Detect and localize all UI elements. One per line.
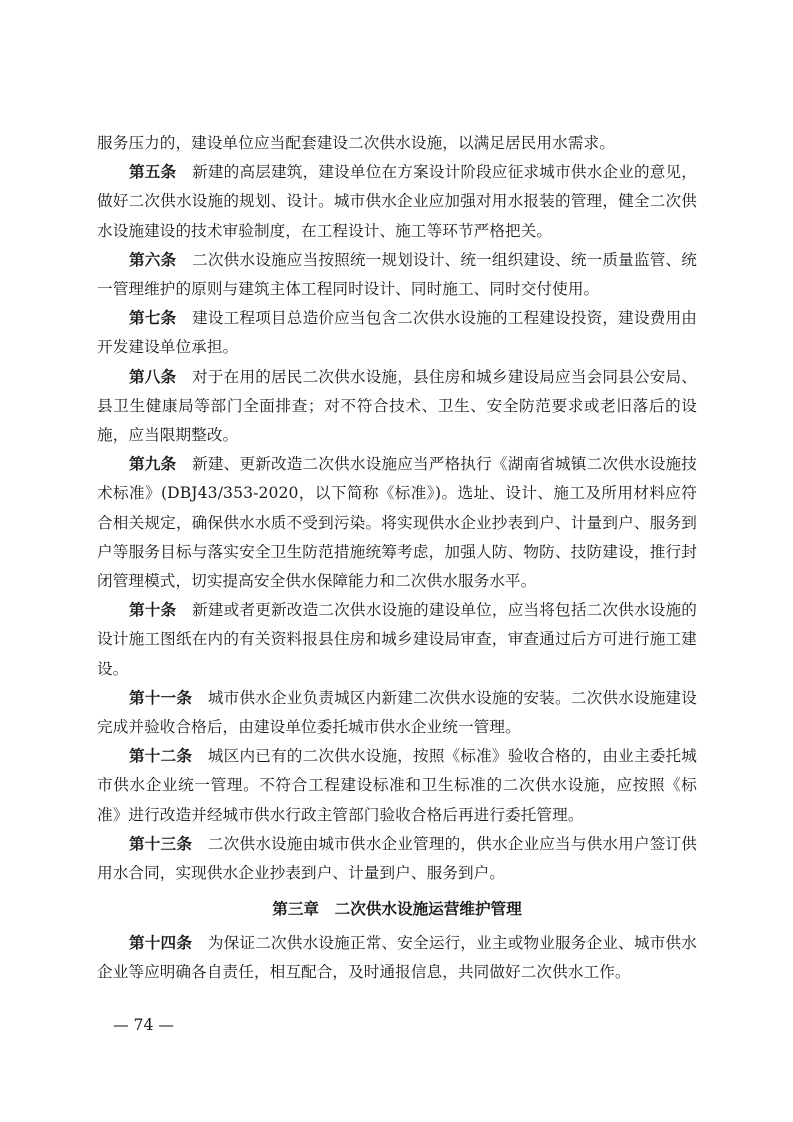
article-number: 第九条: [129, 455, 177, 474]
article-number: 第十条: [129, 601, 177, 620]
article-13: [97, 830, 697, 888]
article-number: 第八条: [129, 367, 177, 386]
article-12: [97, 742, 697, 830]
article-6: [97, 246, 697, 304]
page-number: — 74 —: [113, 1016, 174, 1034]
article-number: 第十三条: [129, 834, 193, 853]
chapter-heading: 第三章 二次供水设施运营维护管理: [272, 900, 522, 919]
article-8: [97, 363, 697, 451]
document-body: [97, 129, 697, 988]
article-text: 建设工程项目总造价应当包含二次供水设施的工程建设投资，建设费用由开发建设单位承担。: [97, 309, 697, 357]
article-number: 第六条: [129, 250, 177, 269]
article-text: 新建或者更新改造二次供水设施的建设单位，应当将包括二次供水设施的设计施工图纸在内的有关资料报县住房和城乡建设局审查，审查通过后方可进行施工建设。: [97, 601, 697, 678]
lead-paragraph: 服务压力的，建设单位应当配套建设二次供水设施，以满足居民用水需求。: [97, 134, 615, 152]
article-number: 第五条: [129, 163, 177, 182]
article-text: 二次供水设施由城市供水企业管理的，供水企业应当与供水用户签订供用水合同，实现供水企业抄表到户、计量到户、服务到户。: [97, 834, 697, 883]
article-text: 城区内已有的二次供水设施，按照《标准》验收合格的，由业主委托城市供水企业统一管理。不符合工程建设标准和卫生标准的二次供水设施，应按照《标准》进行改造并经城市供水行政主管部门验收合格后再进行委托管理。: [97, 747, 697, 824]
article-10: [97, 596, 697, 684]
article-number: 第十四条: [129, 934, 193, 953]
article-text: 二次供水设施应当按照统一规划设计、统一组织建设、统一质量监管、统一管理维护的原则与建筑主体工程同时设计、同时施工、同时交付使用。: [97, 250, 697, 299]
article-text: 为保证二次供水设施正常、安全运行，业主或物业服务企业、城市供水企业等应明确各自责任，相互配合，及时通报信息，共同做好二次供水工作。: [97, 934, 697, 982]
article-text: 新建、更新改造二次供水设施应当严格执行《湖南省城镇二次供水设施技术标准》(DBJ43/353-2020，以下简称《标准》)。选址、设计、施工及所用材料应符合相关规定，确保供水水质不受到污染。将实现供水企业抄表到户、计量到户、服务到户等服务目标与落实安全卫生防范措施统筹考虑，加强人防、物防、技防建设，推行封闭管理模式，切实提高安全供水保障能力和二次供水服务水平。: [97, 455, 697, 591]
article-text: 对于在用的居民二次供水设施，县住房和城乡建设局应当会同县公安局、县卫生健康局等部门全面排查；对不符合技术、卫生、安全防范要求或老旧落后的设施，应当限期整改。: [97, 367, 697, 445]
article-number: 第十一条: [129, 688, 193, 707]
article-7: [97, 304, 697, 362]
article-number: 第十二条: [129, 747, 193, 766]
article-text: 城市供水企业负责城区内新建二次供水设施的安装。二次供水设施建设完成并验收合格后，由建设单位委托城市供水企业统一管理。: [97, 688, 697, 737]
article-text: 新建的高层建筑，建设单位在方案设计阶段应征求城市供水企业的意见，做好二次供水设施的规划、设计。城市供水企业应加强对用水报装的管理，健全二次供水设施建设的技术审验制度，在工程设计、施工等环节严格把关。: [97, 163, 697, 240]
article-5: [97, 158, 697, 246]
article-14: [97, 929, 697, 987]
article-11: [97, 684, 697, 742]
article-number: 第七条: [129, 309, 177, 328]
article-9: [97, 450, 697, 596]
